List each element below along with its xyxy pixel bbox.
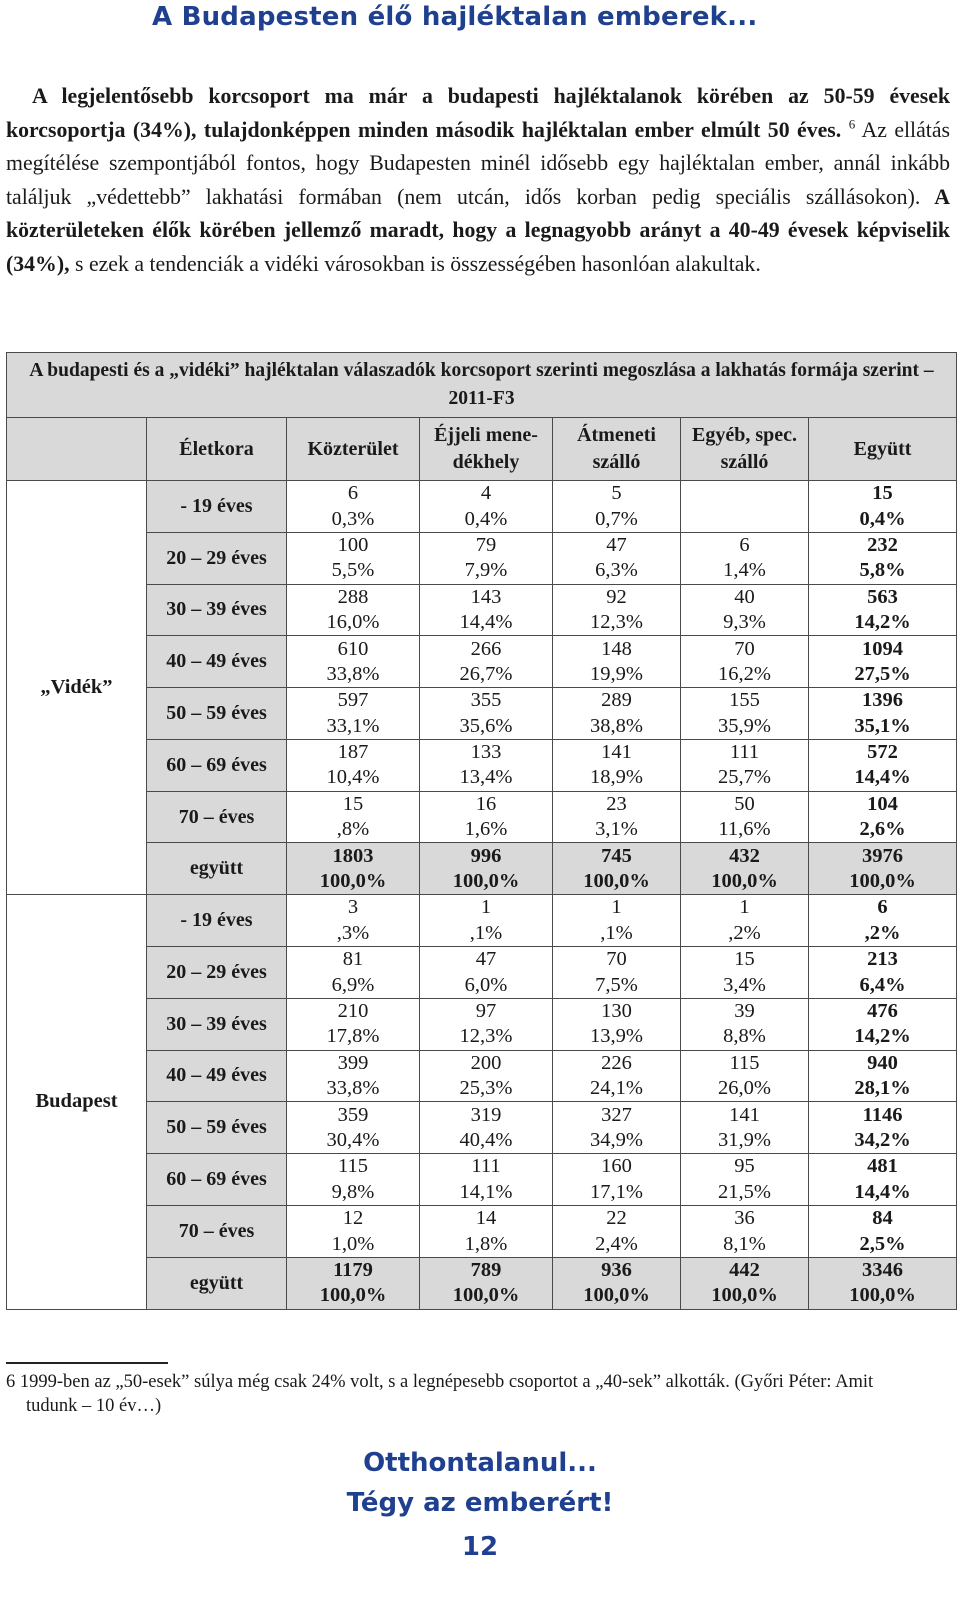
count-cell: 745	[553, 843, 681, 869]
count-cell: 143	[420, 584, 553, 610]
table-row	[7, 1102, 957, 1128]
count-cell: 14	[420, 1205, 553, 1231]
total-count-cell: 572	[809, 739, 957, 765]
total-count-cell: 104	[809, 791, 957, 817]
percent-cell: ,1%	[553, 921, 681, 947]
age-distribution-table-container	[6, 352, 956, 1310]
percent-cell: 11,6%	[681, 817, 809, 843]
count-cell: 3	[287, 895, 420, 921]
region-label: „Vidék”	[7, 481, 147, 895]
age-group-label: 20 – 29 éves	[147, 947, 287, 999]
count-cell: 1803	[287, 843, 420, 869]
percent-cell: 0,3%	[287, 506, 420, 532]
percent-cell: ,2%	[681, 921, 809, 947]
total-percent-cell: 27,5%	[809, 662, 957, 688]
age-group-label: 70 – éves	[147, 1205, 287, 1257]
percent-cell: 6,3%	[553, 558, 681, 584]
footnote-divider	[6, 1362, 168, 1364]
count-cell: 148	[553, 636, 681, 662]
count-cell: 6	[287, 481, 420, 507]
percent-cell: 26,0%	[681, 1076, 809, 1102]
footer-title: Otthontalanul...	[363, 1448, 597, 1478]
percent-cell: 100,0%	[287, 869, 420, 895]
age-group-label: 60 – 69 éves	[147, 1154, 287, 1206]
percent-cell: 0,7%	[553, 506, 681, 532]
count-cell: 210	[287, 998, 420, 1024]
count-cell: 6	[681, 532, 809, 558]
intro-paragraph	[6, 80, 950, 281]
percent-cell: 18,9%	[553, 765, 681, 791]
percent-cell: 1,6%	[420, 817, 553, 843]
count-cell: 160	[553, 1154, 681, 1180]
age-group-label: 60 – 69 éves	[147, 739, 287, 791]
total-percent-cell: 14,4%	[809, 765, 957, 791]
percent-cell: 13,4%	[420, 765, 553, 791]
total-count-cell: 1094	[809, 636, 957, 662]
count-cell: 319	[420, 1102, 553, 1128]
count-cell: 399	[287, 1050, 420, 1076]
intro-text-1: Az ellátás megítélése szempontjából fontos, hogy Budapesten minél idősebb egy hajléktalan ember, annál inkább találjuk „védettebb” lakhatási formában (nem utcán, idős korban pedig speciális szállásokon).	[6, 117, 950, 209]
count-cell: 187	[287, 739, 420, 765]
percent-cell: 19,9%	[553, 662, 681, 688]
count-cell: 442	[681, 1257, 809, 1283]
total-count-cell: 1396	[809, 688, 957, 714]
percent-cell: 35,6%	[420, 714, 553, 740]
header-blank-cell	[7, 418, 147, 481]
total-percent-cell: ,2%	[809, 921, 957, 947]
count-cell: 266	[420, 636, 553, 662]
percent-cell: 100,0%	[420, 869, 553, 895]
column-header: Átmeneti szálló	[553, 418, 681, 481]
percent-cell: 7,9%	[420, 558, 553, 584]
table-row	[7, 1257, 957, 1283]
age-group-label: 30 – 39 éves	[147, 584, 287, 636]
table-row	[7, 636, 957, 662]
percent-cell: 6,0%	[420, 972, 553, 998]
age-group-label: - 19 éves	[147, 895, 287, 947]
percent-cell: 24,1%	[553, 1076, 681, 1102]
age-group-label: 40 – 49 éves	[147, 636, 287, 688]
count-cell: 133	[420, 739, 553, 765]
percent-cell: 1,8%	[420, 1231, 553, 1257]
age-distribution-table	[6, 352, 957, 1310]
percent-cell: 16,2%	[681, 662, 809, 688]
percent-cell: 10,4%	[287, 765, 420, 791]
table-row	[7, 739, 957, 765]
percent-cell: 3,4%	[681, 972, 809, 998]
count-cell: 97	[420, 998, 553, 1024]
count-cell: 23	[553, 791, 681, 817]
total-count-cell: 481	[809, 1154, 957, 1180]
count-cell: 36	[681, 1205, 809, 1231]
count-cell: 95	[681, 1154, 809, 1180]
table-row	[7, 481, 957, 507]
percent-cell: 0,4%	[420, 506, 553, 532]
total-count-cell: 563	[809, 584, 957, 610]
percent-cell: 1,4%	[681, 558, 809, 584]
count-cell: 50	[681, 791, 809, 817]
percent-cell: ,8%	[287, 817, 420, 843]
percent-cell	[681, 506, 809, 532]
footnote-line-1: 6 1999-ben az „50-esek” súlya még csak 24% volt, s a legnépesebb csoportot a „40-sek” alkották. (Győri Péter: Amit	[6, 1372, 874, 1392]
total-count-cell: 213	[809, 947, 957, 973]
table-row	[7, 791, 957, 817]
percent-cell: 3,1%	[553, 817, 681, 843]
table-row	[7, 1154, 957, 1180]
percent-cell: 16,0%	[287, 610, 420, 636]
age-group-label: 30 – 39 éves	[147, 998, 287, 1050]
total-percent-cell: 100,0%	[809, 1283, 957, 1309]
count-cell: 70	[681, 636, 809, 662]
count-cell: 327	[553, 1102, 681, 1128]
percent-cell: 21,5%	[681, 1180, 809, 1206]
count-cell: 22	[553, 1205, 681, 1231]
table-caption: A budapesti és a „vidéki” hajléktalan válaszadók korcsoport szerinti megoszlása a lakhatás formája szerint – 2011-F3	[7, 353, 957, 418]
percent-cell: 25,3%	[420, 1076, 553, 1102]
total-count-cell: 1146	[809, 1102, 957, 1128]
percent-cell: 8,8%	[681, 1024, 809, 1050]
count-cell: 81	[287, 947, 420, 973]
percent-cell: 14,1%	[420, 1180, 553, 1206]
column-header: Éjjeli mene-dékhely	[420, 418, 553, 481]
count-cell: 141	[681, 1102, 809, 1128]
percent-cell: 33,8%	[287, 1076, 420, 1102]
count-cell: 70	[553, 947, 681, 973]
count-cell: 47	[420, 947, 553, 973]
count-cell: 155	[681, 688, 809, 714]
total-count-cell: 3976	[809, 843, 957, 869]
percent-cell: 35,9%	[681, 714, 809, 740]
total-count-cell: 232	[809, 532, 957, 558]
intro-bold-2: A közterületeken élők körében jellemző maradt, hogy a legnagyobb arányt a 40-49 évesek képviselik (34%),	[6, 184, 950, 276]
total-count-cell: 476	[809, 998, 957, 1024]
age-group-label: 70 – éves	[147, 791, 287, 843]
percent-cell: 2,4%	[553, 1231, 681, 1257]
total-count-cell: 6	[809, 895, 957, 921]
footnote-line-2: tudunk – 10 év…)	[26, 1396, 162, 1416]
percent-cell: 100,0%	[553, 1283, 681, 1309]
count-cell: 597	[287, 688, 420, 714]
count-cell: 1179	[287, 1257, 420, 1283]
page-header: A Budapesten élő hajléktalan emberek...	[152, 2, 758, 32]
count-cell: 610	[287, 636, 420, 662]
intro-bold-1: A legjelentősebb korcsoport ma már a budapesti hajléktalanok körében az 50-59 évesek korcsoportja (34%), tulajdonképpen minden második hajléktalan ember elmúlt 50 éves.	[6, 84, 950, 142]
count-cell: 141	[553, 739, 681, 765]
percent-cell: 9,3%	[681, 610, 809, 636]
percent-cell: 34,9%	[553, 1128, 681, 1154]
count-cell: 12	[287, 1205, 420, 1231]
count-cell: 130	[553, 998, 681, 1024]
table-row	[7, 1050, 957, 1076]
percent-cell: 8,1%	[681, 1231, 809, 1257]
count-cell: 996	[420, 843, 553, 869]
count-cell: 789	[420, 1257, 553, 1283]
percent-cell: 38,8%	[553, 714, 681, 740]
percent-cell: 1,0%	[287, 1231, 420, 1257]
count-cell: 5	[553, 481, 681, 507]
percent-cell: 33,1%	[287, 714, 420, 740]
count-cell: 1	[553, 895, 681, 921]
group-total-label: együtt	[147, 1257, 287, 1309]
total-percent-cell: 34,2%	[809, 1128, 957, 1154]
count-cell: 115	[287, 1154, 420, 1180]
percent-cell: 100,0%	[681, 1283, 809, 1309]
count-cell: 111	[420, 1154, 553, 1180]
total-percent-cell: 28,1%	[809, 1076, 957, 1102]
percent-cell: 5,5%	[287, 558, 420, 584]
age-group-label: 50 – 59 éves	[147, 688, 287, 740]
footer-slogan: Tégy az emberért!	[346, 1488, 614, 1518]
total-percent-cell: 2,6%	[809, 817, 957, 843]
total-count-cell: 940	[809, 1050, 957, 1076]
count-cell: 226	[553, 1050, 681, 1076]
percent-cell: 6,9%	[287, 972, 420, 998]
percent-cell: 14,4%	[420, 610, 553, 636]
count-cell: 1	[681, 895, 809, 921]
percent-cell: 9,8%	[287, 1180, 420, 1206]
count-cell: 15	[681, 947, 809, 973]
table-row	[7, 584, 957, 610]
count-cell: 355	[420, 688, 553, 714]
percent-cell: 30,4%	[287, 1128, 420, 1154]
table-row	[7, 895, 957, 921]
total-percent-cell: 14,2%	[809, 610, 957, 636]
percent-cell: 40,4%	[420, 1128, 553, 1154]
table-row	[7, 1205, 957, 1231]
total-count-cell: 15	[809, 481, 957, 507]
age-group-label: 50 – 59 éves	[147, 1102, 287, 1154]
percent-cell: 100,0%	[287, 1283, 420, 1309]
column-header: Életkora	[147, 418, 287, 481]
table-row	[7, 532, 957, 558]
count-cell: 200	[420, 1050, 553, 1076]
age-group-label: 20 – 29 éves	[147, 532, 287, 584]
count-cell: 115	[681, 1050, 809, 1076]
count-cell: 92	[553, 584, 681, 610]
count-cell: 432	[681, 843, 809, 869]
percent-cell: 17,1%	[553, 1180, 681, 1206]
percent-cell: 7,5%	[553, 972, 681, 998]
percent-cell: 33,8%	[287, 662, 420, 688]
count-cell: 4	[420, 481, 553, 507]
intro-text-2: s ezek a tendenciák a vidéki városokban is összességében hasonlóan alakultak.	[69, 251, 761, 276]
count-cell	[681, 481, 809, 507]
count-cell: 1	[420, 895, 553, 921]
total-percent-cell: 100,0%	[809, 869, 957, 895]
total-percent-cell: 6,4%	[809, 972, 957, 998]
count-cell: 39	[681, 998, 809, 1024]
percent-cell: 12,3%	[553, 610, 681, 636]
footnote	[6, 1370, 950, 1418]
percent-cell: 100,0%	[553, 869, 681, 895]
total-percent-cell: 0,4%	[809, 506, 957, 532]
count-cell: 15	[287, 791, 420, 817]
count-cell: 359	[287, 1102, 420, 1128]
count-cell: 40	[681, 584, 809, 610]
page-number: 12	[461, 1532, 499, 1562]
age-group-label: 40 – 49 éves	[147, 1050, 287, 1102]
percent-cell: 100,0%	[681, 869, 809, 895]
percent-cell: 25,7%	[681, 765, 809, 791]
count-cell: 111	[681, 739, 809, 765]
count-cell: 289	[553, 688, 681, 714]
count-cell: 936	[553, 1257, 681, 1283]
total-count-cell: 3346	[809, 1257, 957, 1283]
total-percent-cell: 35,1%	[809, 714, 957, 740]
table-row	[7, 947, 957, 973]
total-percent-cell: 2,5%	[809, 1231, 957, 1257]
total-count-cell: 84	[809, 1205, 957, 1231]
percent-cell: ,1%	[420, 921, 553, 947]
percent-cell: 17,8%	[287, 1024, 420, 1050]
count-cell: 47	[553, 532, 681, 558]
total-percent-cell: 14,4%	[809, 1180, 957, 1206]
total-percent-cell: 5,8%	[809, 558, 957, 584]
column-header: Közterület	[287, 418, 420, 481]
count-cell: 79	[420, 532, 553, 558]
percent-cell: 31,9%	[681, 1128, 809, 1154]
percent-cell: 26,7%	[420, 662, 553, 688]
percent-cell: ,3%	[287, 921, 420, 947]
table-row	[7, 998, 957, 1024]
column-header: Együtt	[809, 418, 957, 481]
count-cell: 100	[287, 532, 420, 558]
count-cell: 16	[420, 791, 553, 817]
region-label: Budapest	[7, 895, 147, 1309]
percent-cell: 12,3%	[420, 1024, 553, 1050]
age-group-label: - 19 éves	[147, 481, 287, 533]
count-cell: 288	[287, 584, 420, 610]
percent-cell: 13,9%	[553, 1024, 681, 1050]
table-row	[7, 843, 957, 869]
percent-cell: 100,0%	[420, 1283, 553, 1309]
table-row	[7, 688, 957, 714]
group-total-label: együtt	[147, 843, 287, 895]
total-percent-cell: 14,2%	[809, 1024, 957, 1050]
column-header: Egyéb, spec. szálló	[681, 418, 809, 481]
footnote-ref: 6	[848, 116, 856, 132]
